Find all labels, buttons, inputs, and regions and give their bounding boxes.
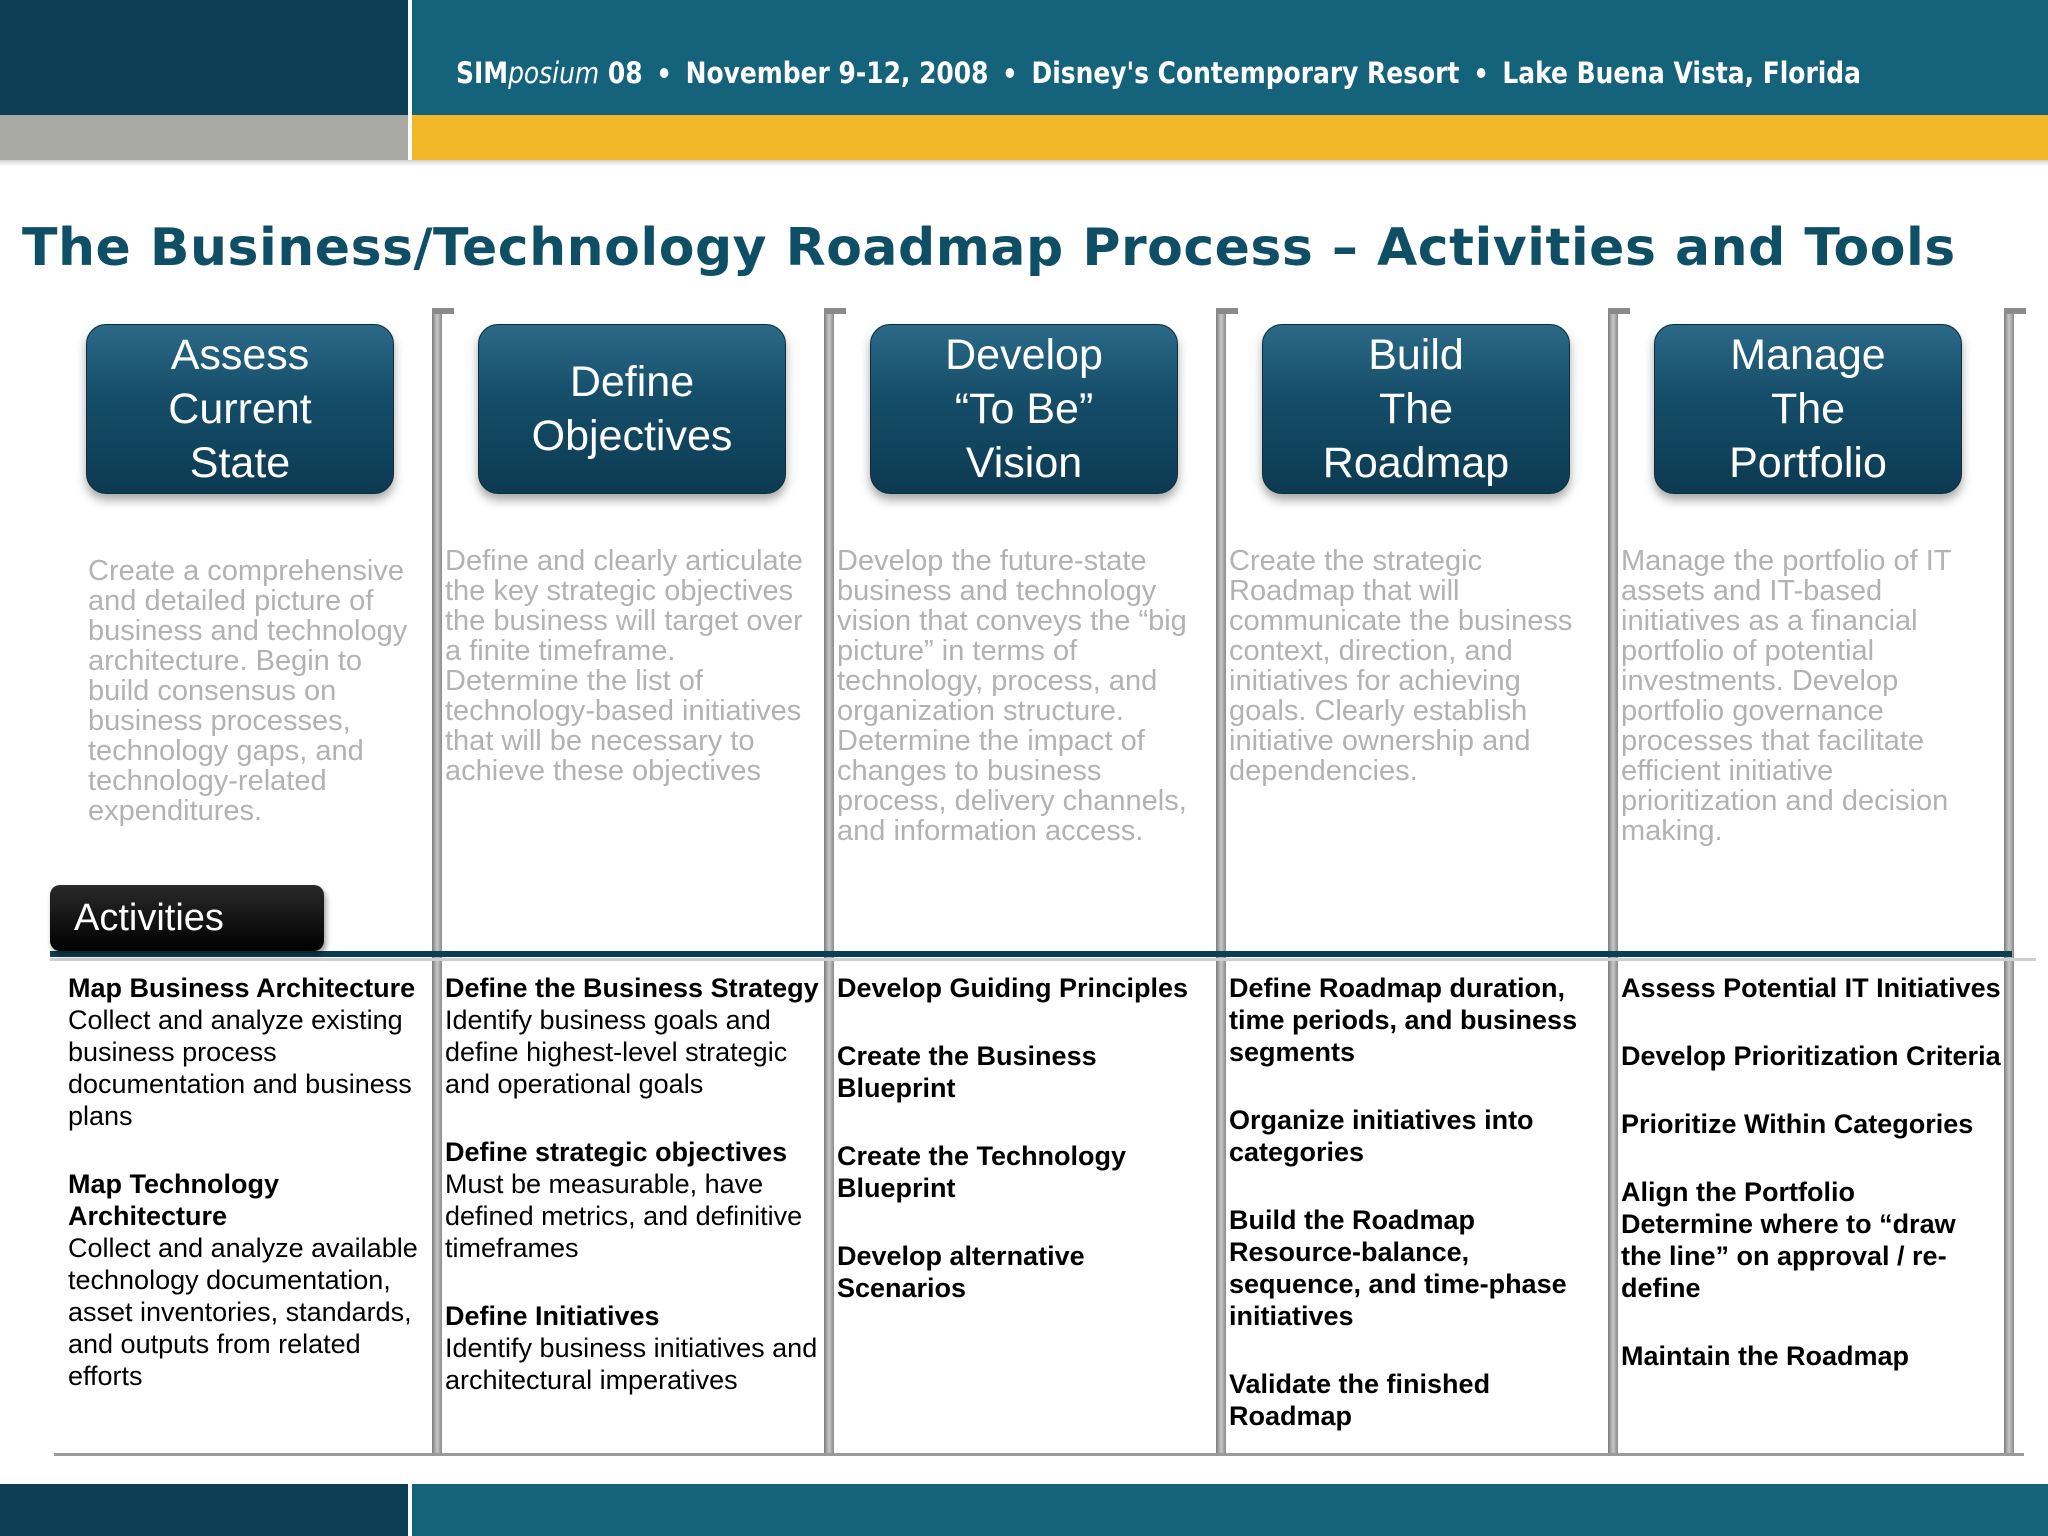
footer-left-band	[0, 1484, 408, 1536]
activity-heading: Develop alternative Scenarios	[837, 1241, 1085, 1303]
phase-description: Define and clearly articulate the key strategic objectives the business will target over a finite timeframe. Determine the list of technology-based initiatives that will be necessary to achieve these objectives	[445, 545, 803, 787]
column-separator	[1608, 308, 1618, 1456]
event-name: SIMposium 08	[456, 56, 643, 90]
activity-heading: Prioritize Within Categories	[1621, 1109, 1974, 1139]
event-location: Lake Buena Vista, Florida	[1502, 56, 1861, 90]
activities-divider-shadow	[50, 958, 2036, 961]
phase-description: Create a comprehensive and detailed picture of business and technology architecture. Begin to build consensus on business processes, technology gaps, and technology-related expenditures.	[88, 555, 408, 827]
event-venue: Disney's Contemporary Resort	[1031, 56, 1460, 90]
activity-heading: Develop Guiding Principles	[837, 973, 1189, 1003]
footer-right-band	[412, 1484, 2048, 1536]
column-separator-cap	[824, 308, 846, 314]
activity-heading: Assess Potential IT Initiatives	[1621, 973, 2001, 1003]
activities-column-assess	[68, 972, 426, 1392]
activity-heading: Develop Prioritization Criteria	[1621, 1041, 2001, 1071]
activities-label: Activities	[50, 885, 324, 951]
phase-assess-current-state: Assess Current State	[86, 324, 394, 494]
bullet-dot	[1006, 68, 1015, 78]
activity-heading: Define strategic objectives	[445, 1137, 788, 1167]
activity-heading: Define Initiatives	[445, 1301, 660, 1331]
column-separator-cap	[1216, 308, 1238, 314]
activities-column-define	[445, 972, 819, 1396]
column-separator-cap	[2004, 308, 2026, 314]
header-shadow	[0, 160, 2048, 166]
phase-define-objectives: Define Objectives	[478, 324, 786, 494]
activities-divider	[50, 951, 2012, 957]
activity-body: Collect and analyze available technology documentation, asset inventories, standards, and outputs from related efforts	[68, 1233, 418, 1391]
column-separator-cap	[432, 308, 454, 314]
activity-heading: Define the Business Strategy	[445, 973, 819, 1003]
activity-heading: Validate the finished Roadmap	[1229, 1369, 1491, 1431]
activity-body: Resource-balance, sequence, and time-phase initiatives	[1229, 1237, 1567, 1331]
phase-develop-to-be-vision: Develop “To Be” Vision	[870, 324, 1178, 494]
activity-heading: Organize initiatives into categories	[1229, 1105, 1534, 1167]
activities-column-manage	[1621, 972, 2001, 1372]
phase-manage-the-portfolio: Manage The Portfolio	[1654, 324, 1962, 494]
activity-heading: Create the Business Blueprint	[837, 1041, 1097, 1103]
column-separator-cap	[1608, 308, 1630, 314]
activity-heading: Map Technology Architecture	[68, 1169, 280, 1231]
activity-body: Must be measurable, have defined metrics, and definitive timeframes	[445, 1169, 803, 1263]
activities-column-build	[1229, 972, 1603, 1432]
phase-description: Manage the portfolio of IT assets and IT-based initiatives as a financial portfolio of potential investments. Develop portfolio governance processes that facilitate efficient initiative prioritization and decision making.	[1621, 545, 1951, 847]
bullet-dot	[1477, 68, 1486, 78]
column-separator	[432, 308, 442, 1456]
activity-heading: Map Business Architecture	[68, 973, 416, 1003]
header-gray-stripe	[0, 115, 408, 160]
header-divider	[408, 0, 412, 160]
activity-heading: Align the Portfolio	[1621, 1177, 1855, 1207]
bottom-rule	[54, 1453, 2024, 1456]
activity-body: Determine where to “draw the line” on approval / re-define	[1621, 1209, 1956, 1303]
event-dates: November 9-12, 2008	[685, 56, 989, 90]
event-banner	[456, 52, 1861, 94]
header-gold-stripe	[412, 115, 2048, 160]
phase-build-the-roadmap: Build The Roadmap	[1262, 324, 1570, 494]
activity-body: Identify business goals and define highest-level strategic and operational goals	[445, 1005, 788, 1099]
activity-body: Collect and analyze existing business process documentation and business plans	[68, 1005, 412, 1131]
activity-heading: Build the Roadmap	[1229, 1205, 1476, 1235]
activity-heading: Define Roadmap duration, time periods, and business segments	[1229, 973, 1578, 1067]
column-separator	[2004, 308, 2014, 1456]
page-title: The Business/Technology Roadmap Process – Activities and Tools	[22, 218, 1956, 278]
column-separator	[824, 308, 834, 1456]
phase-description: Create the strategic Roadmap that will communicate the business context, direction, and initiatives for achieving goals. Clearly establish initiative ownership and dependencies.	[1229, 545, 1573, 787]
activity-heading: Maintain the Roadmap	[1621, 1341, 1910, 1371]
activities-column-develop	[837, 972, 1211, 1304]
bullet-dot	[660, 68, 669, 78]
activity-heading: Create the Technology Blueprint	[837, 1141, 1127, 1203]
phase-description: Develop the future-state business and technology vision that conveys the “big picture” in terms of technology, process, and organization structure. Determine the impact of changes to business process, delivery channels, and information access.	[837, 545, 1187, 847]
column-separator	[1216, 308, 1226, 1456]
header-left-band	[0, 0, 408, 115]
activity-body: Identify business initiatives and architectural imperatives	[445, 1333, 818, 1395]
